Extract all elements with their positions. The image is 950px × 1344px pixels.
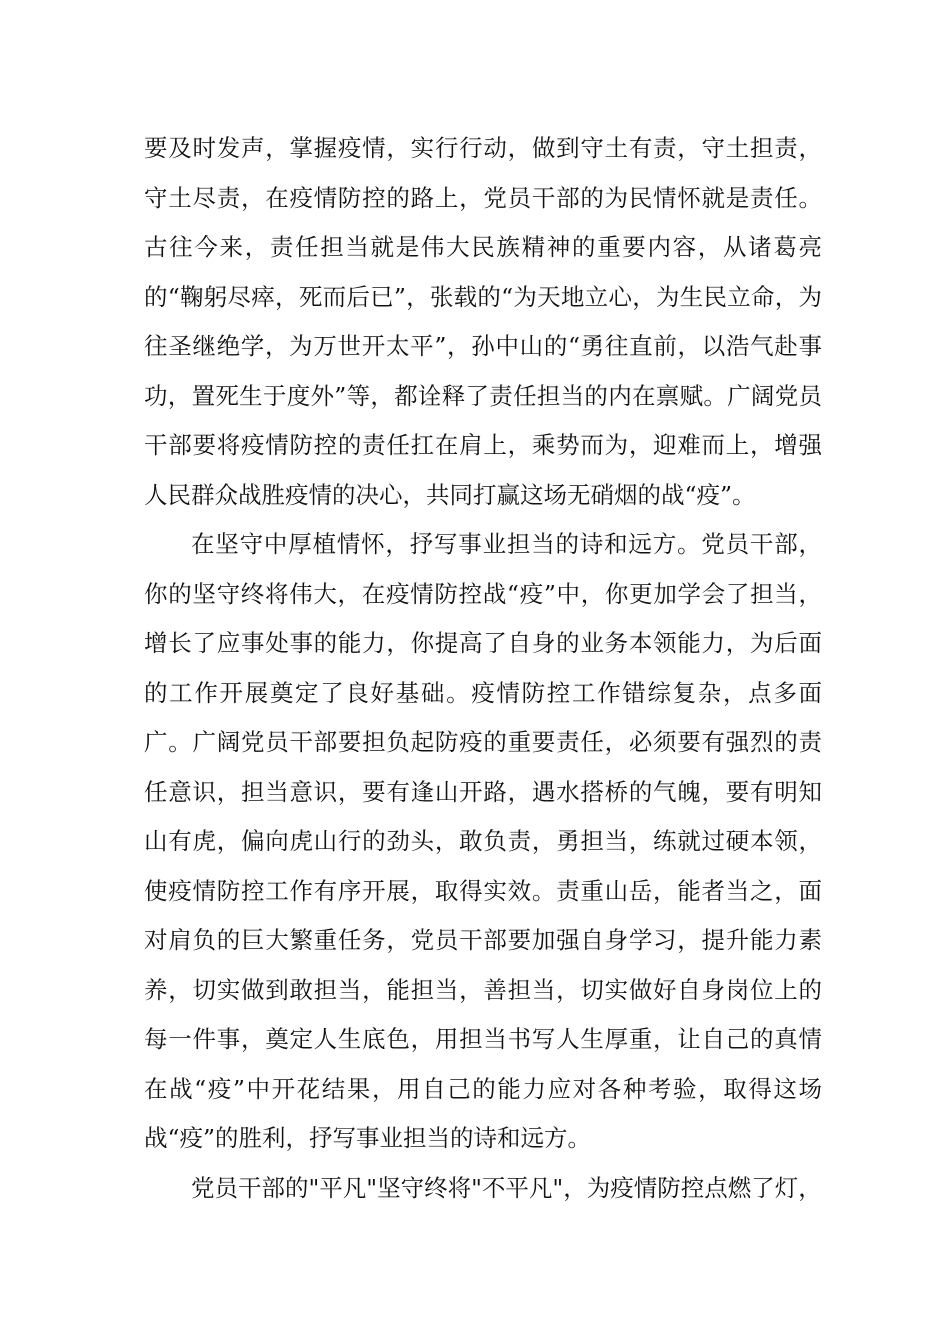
document-body <box>144 124 822 1213</box>
paragraph-2: 在坚守中厚植情怀，抒写事业担当的诗和远方。党员干部，你的坚守终将伟大，在疫情防控战“疫”中，你更加学会了担当，增长了应事处事的能力，你提高了自身的业务本领能力，为后面的工作开展奠定了良好基础。疫情防控工作错综复杂，点多面广。广阔党员干部要担负起防疫的重要责任，必须要有强烈的责任意识，担当意识，要有逢山开路，遇水搭桥的气魄，要有明知山有虎，偏向虎山行的劲头，敢负责，勇担当，练就过硬本领，使疫情防控工作有序开展，取得实效。责重山岳，能者当之，面对肩负的巨大繁重任务，党员干部要加强自身学习，提升能力素养，切实做到敢担当，能担当，善担当，切实做好自身岗位上的每一件事，奠定人生底色，用担当书写人生厚重，让自己的真情在战“疫”中开花结果，用自己的能力应对各种考验，取得这场战“疫”的胜利，抒写事业担当的诗和远方。 <box>144 530 822 1152</box>
paragraph-1: 要及时发声，掌握疫情，实行行动，做到守土有责，守土担责，守土尽责，在疫情防控的路上，党员干部的为民情怀就是责任。古往今来，责任担当就是伟大民族精神的重要内容，从诸葛亮的“鞠躬尽瘁，死而后已”，张载的“为天地立心，为生民立命，为往圣继绝学，为万世开太平”，孙中山的“勇往直前，以浩气赴事功，置死生于度外”等，都诠释了责任担当的内在禀赋。广阔党员干部要将疫情防控的责任扛在肩上，乘势而为，迎难而上，增强人民群众战胜疫情的决心，共同打赢这场无硝烟的战“疫”。 <box>144 134 822 509</box>
paragraph-3: 党员干部的"平凡"坚守终将"不平凡"，为疫情防控点燃了灯， <box>191 1173 822 1202</box>
